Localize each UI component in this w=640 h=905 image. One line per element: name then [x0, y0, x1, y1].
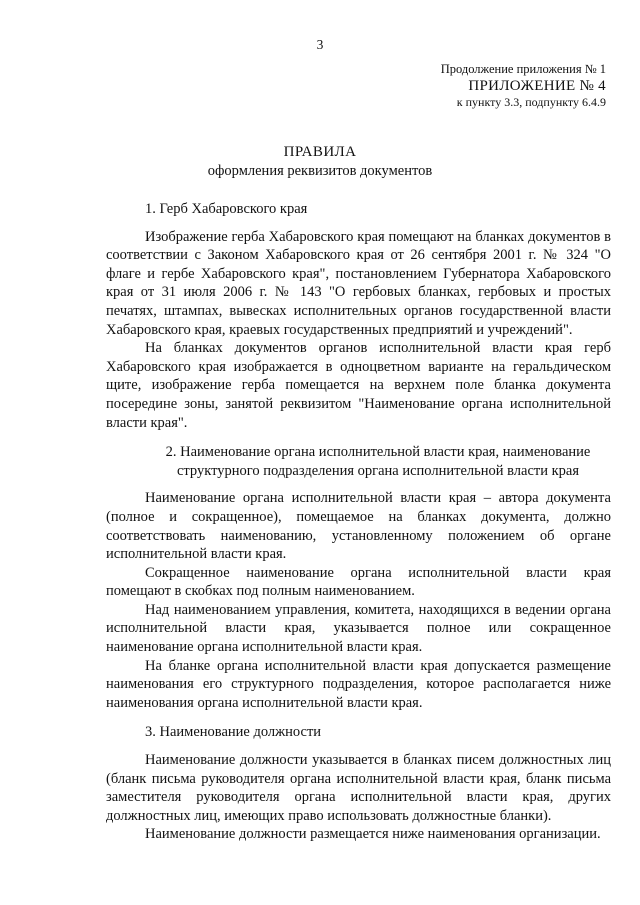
appendix-continuation: Продолжение приложения № 1 — [440, 62, 606, 76]
appendix-reference: к пункту 3.3, подпункту 6.4.9 — [456, 95, 606, 109]
section-1-heading: 1. Герб Хабаровского края — [145, 201, 308, 217]
appendix-title: ПРИЛОЖЕНИЕ № 4 — [468, 78, 606, 94]
section-2-paragraph-4: На бланке органа исполнительной власти края допускается размещение наименования его структурного подразделения, которое располагается ниже наименования органа исполнительной власти края. — [106, 657, 611, 711]
document-body — [106, 194, 611, 844]
section-2-paragraph-2: Сокращенное наименование органа исполнительной власти края помещают в скобках под полным наименованием. — [106, 564, 611, 600]
section-2-paragraph-1: Наименование органа исполнительной власти края – автора документа (полное и сокращенное), помещаемое на бланках документа, должно соответствовать наименованию, установленному положением об органе исполнительной власти края. — [106, 490, 611, 563]
section-2-heading-line-2: структурного подразделения органа исполнительной власти края — [176, 462, 580, 479]
document-title: ПРАВИЛА — [283, 144, 357, 160]
section-3-paragraph-2: Наименование должности размещается ниже наименования организации. — [145, 826, 601, 843]
section-1-paragraph-2: На бланках документов органов исполнительной власти края герб Хабаровского края изображается в одноцветном варианте на геральдическом щите, изображение герба помещается на верхнем поле бланка документа посередине зоны, занятой реквизитом "Наименование органа исполнительной власти края". — [106, 340, 611, 431]
section-3-paragraph-1: Наименование должности указывается в бланках писем должностных лиц (бланк письма руководителя органа исполнительной власти края, бланк письма заместителя руководителя органа исполнительной власти края, других должностных лиц, имеющих право использовать должностные бланки). — [106, 752, 611, 824]
section-3-heading: 3. Наименование должности — [145, 724, 322, 741]
section-2-heading — [145, 443, 611, 480]
page-number: 3 — [316, 37, 324, 52]
section-1-paragraph-1: Изображение герба Хабаровского края помещают на бланках документов в соответствии с Законом Хабаровского края от 26 сентября 2001 г. № 324 "О флаге и гербе Хабаровского края", постановлением Губернатора Хабаровского края от 31 июля 2006 г. № 143 "О гербовых бланках, гербовых и простых печатях, штампах, вывесках исполнительных органов государственной власти Хабаровского края, краевых государственных предприятий и учреждений". — [106, 228, 611, 338]
section-2-heading-line-1: 2. Наименование органа исполнительной власти края, наименование — [165, 444, 591, 461]
section-2-paragraph-3: Над наименованием управления, комитета, находящихся в ведении органа исполнительной власти края, указывается полное или сокращенное наименование органа исполнительной власти края. — [106, 601, 611, 656]
document-subtitle: оформления реквизитов документов — [207, 163, 433, 179]
appendix-header — [441, 62, 606, 109]
